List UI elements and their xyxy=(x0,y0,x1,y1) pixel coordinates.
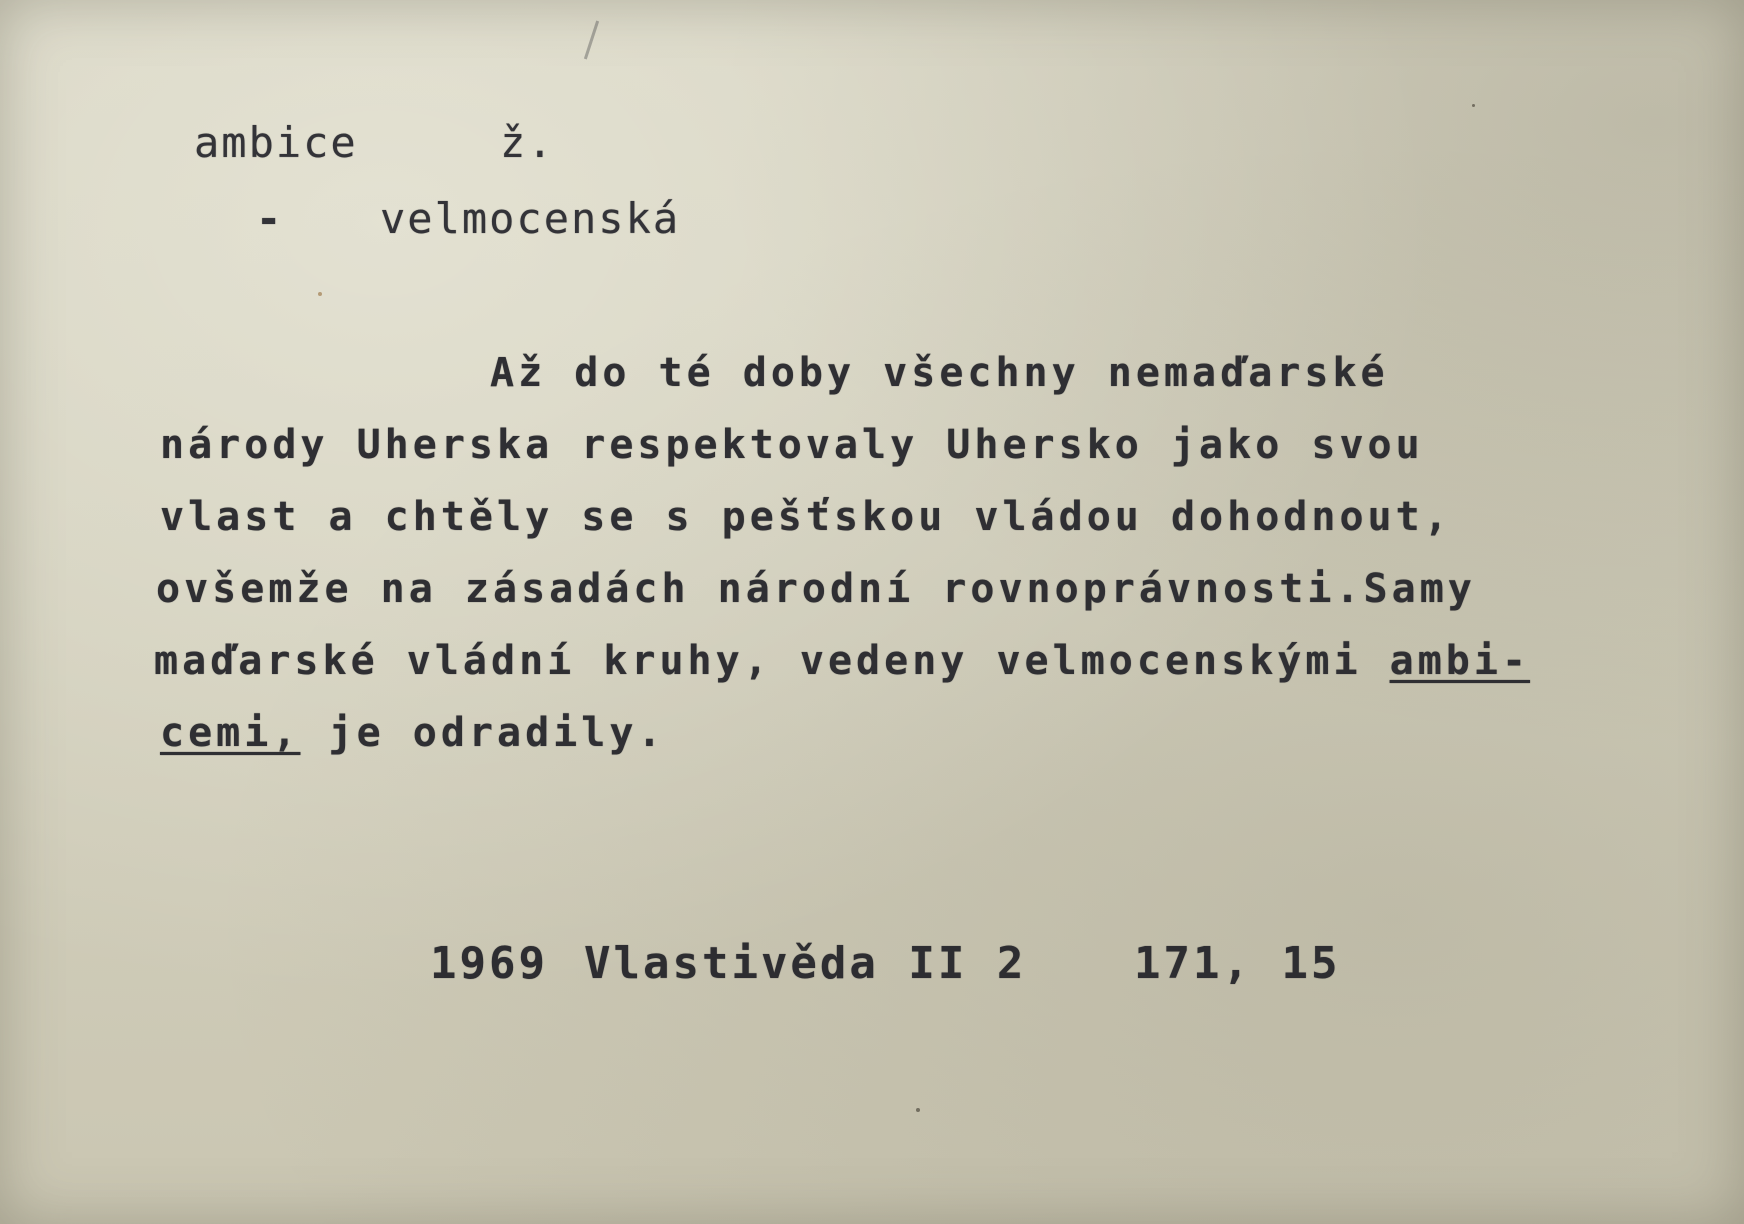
quote-line-6 xyxy=(160,710,666,756)
quote-line-3: vlast a chtěly se s pešťskou vládou dohodnout, xyxy=(160,494,1452,540)
paper-speck xyxy=(1472,104,1475,107)
quote-line-2: národy Uherska respektovaly Uhersko jako svou xyxy=(160,422,1424,468)
gender-label: ž. xyxy=(500,118,555,167)
underlined-headword-part-1: ambi- xyxy=(1389,638,1531,684)
quote-line-6-text: je odradily. xyxy=(300,710,666,756)
quote-line-5 xyxy=(154,638,1530,684)
pencil-mark xyxy=(584,21,599,60)
collocation-dash: - xyxy=(256,194,284,243)
source-reference: 171, 15 xyxy=(1134,938,1341,989)
underlined-headword-part-2: cemi, xyxy=(160,710,301,756)
paper-speck xyxy=(318,292,322,296)
source-title: Vlastivěda II 2 xyxy=(584,938,1027,989)
collocation-word: velmocenská xyxy=(380,194,681,243)
quote-line-5-text: maďarské vládní kruhy, vedeny velmocenskými xyxy=(154,638,1390,684)
quote-line-1: Až do té doby všechny nemaďarské xyxy=(490,350,1389,396)
quote-line-4: ovšemže na zásadách národní rovnoprávnosti.Samy xyxy=(156,566,1476,612)
paper-speck xyxy=(916,1108,920,1112)
headword: ambice xyxy=(194,118,358,167)
source-year: 1969 xyxy=(430,938,548,989)
